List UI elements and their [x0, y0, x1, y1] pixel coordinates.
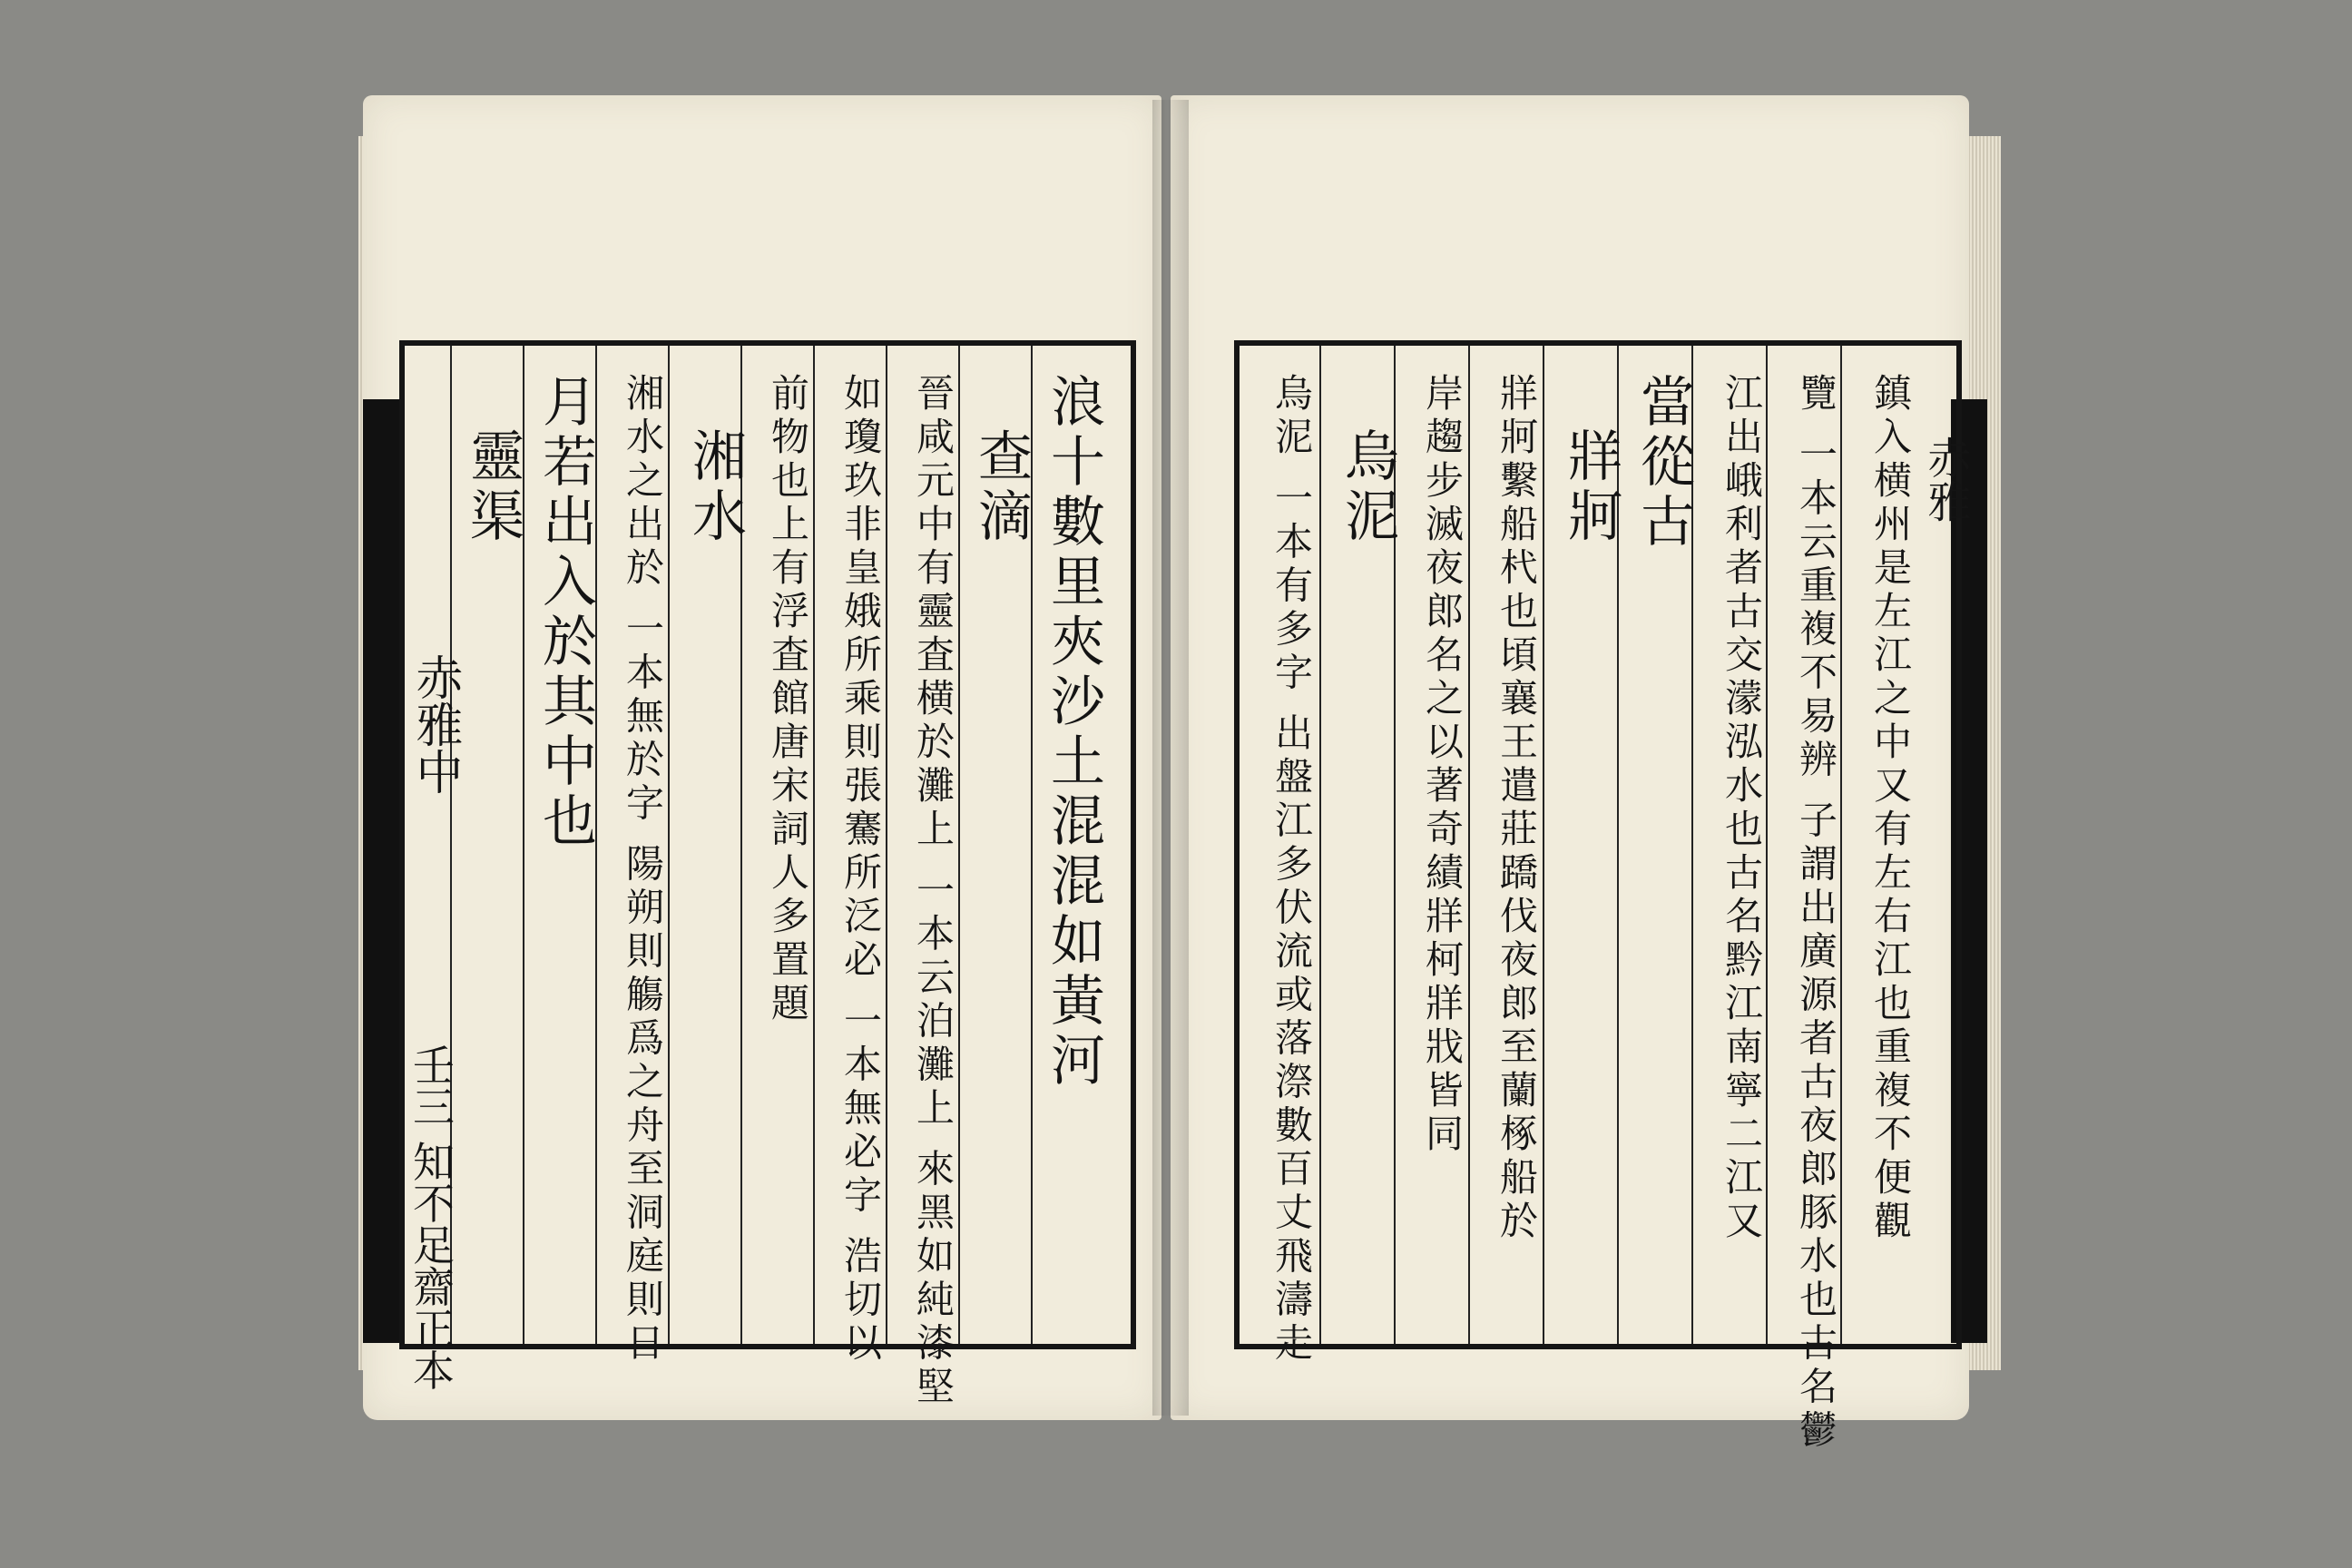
text-column: 覽 一本云重複不易辨 子謂出廣源者古夜郎豚水也古名鬱	[1794, 373, 1838, 1454]
text-column: 江出峨利者古交濛泓水也古名黔江南寧二江又	[1720, 373, 1764, 1244]
folio-margin: 壬三 知不足齋正本	[407, 1044, 456, 1391]
text-column: 湘水之出於 一本無於字 陽朔則觴爲之舟至洞庭則日	[621, 373, 665, 1367]
book-gutter	[1152, 100, 1189, 1416]
section-heading: 湘水	[683, 427, 747, 547]
section-heading: 靈渠	[461, 427, 524, 547]
section-heading: 查滴	[969, 427, 1033, 547]
section-heading: 烏泥	[1336, 427, 1399, 547]
text-column: 浪十數里夾沙土混混如黃河	[1042, 373, 1105, 1092]
text-column: 牂牁繫船杙也頃襄王遣莊蹻伐夜郎至蘭椓船於	[1494, 373, 1539, 1244]
left-text-frame	[399, 340, 1136, 1410]
text-column: 月若出入於其中也	[534, 373, 597, 852]
text-column: 烏泥 一本有多字 出盤江多伏流或落漈數百丈飛濤走	[1269, 373, 1314, 1367]
text-column: 岸趨步滅夜郎名之以著奇績牂柯牂戕皆同	[1420, 373, 1465, 1157]
book-title-margin: 赤雅中	[407, 653, 462, 795]
text-column: 當從古	[1632, 373, 1695, 553]
text-column: 晉咸元中有靈査横於灘上 一本云泊灘上 來黑如純漆堅	[911, 373, 956, 1410]
text-column: 前物也上有浮査館唐宋詞人多置題	[766, 373, 810, 1026]
running-head: 赤雅	[1920, 436, 1971, 523]
left-edge-ink	[363, 399, 399, 1343]
section-heading: 牂牁	[1559, 427, 1622, 547]
right-text-frame	[1234, 340, 1962, 1454]
text-column: 鎮入横州是左江之中又有左右江也重複不便觀	[1868, 373, 1913, 1244]
text-column: 如瓊玖非皇娥所乘則張騫所泛必 一本無必字 浩切以	[838, 373, 883, 1367]
